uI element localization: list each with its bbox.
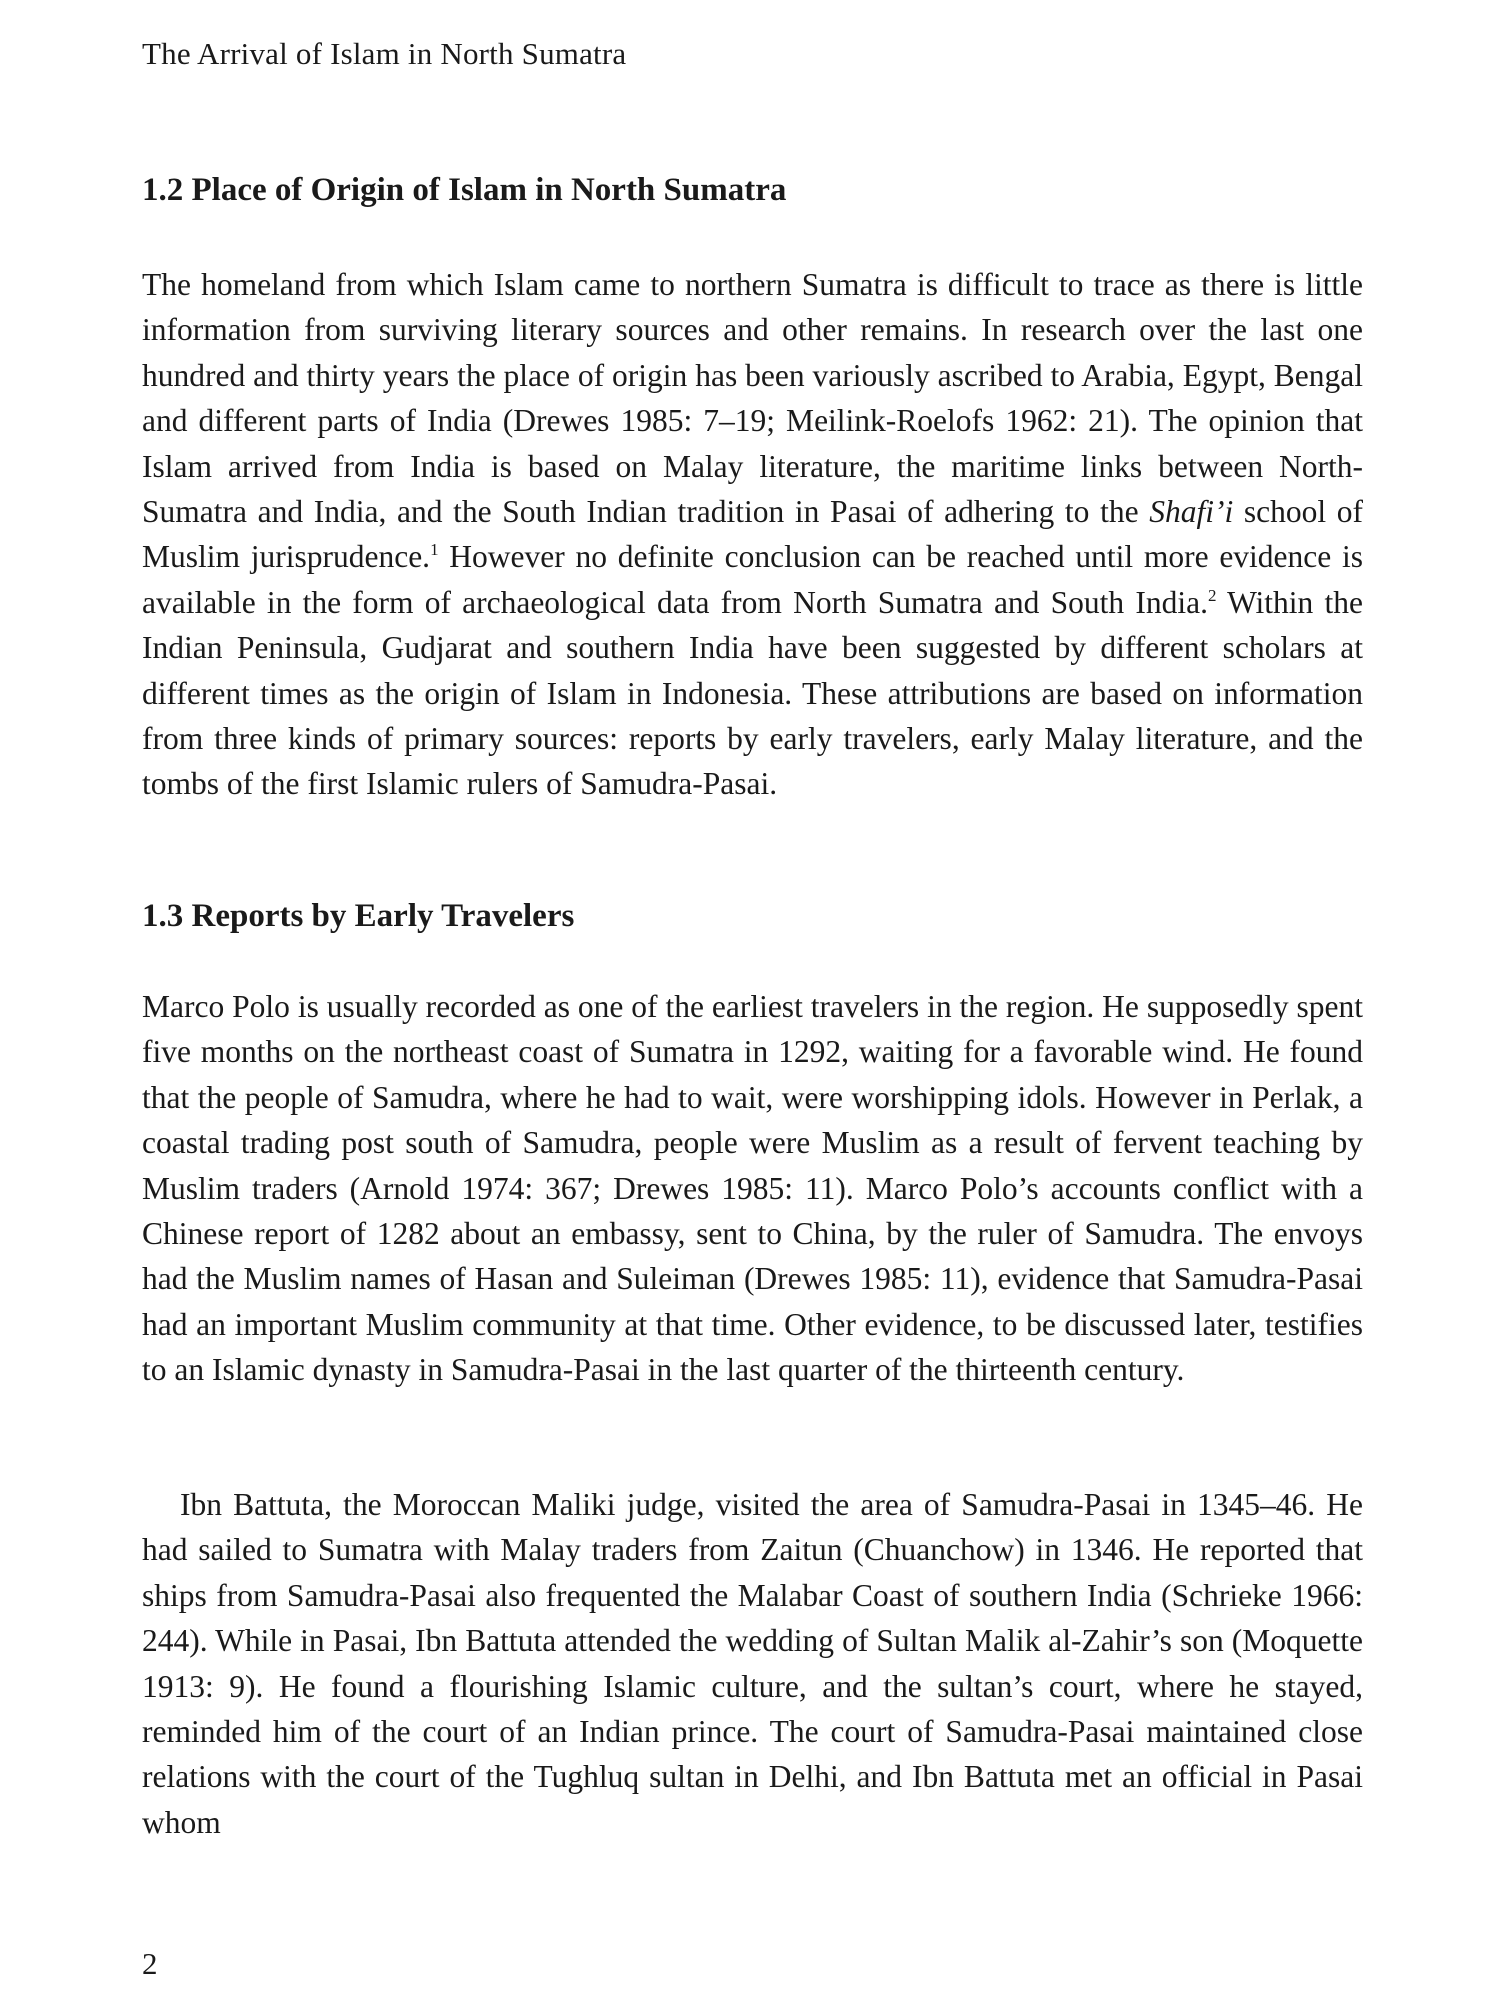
paragraph-text: school of Muslim jurisprudence. (142, 494, 1363, 575)
paragraph-place-of-origin (142, 262, 1363, 807)
paragraph-text: Within the Indian Peninsula, Gudjarat and southern India have been suggested by different scholars at different times as the origin of Islam in Indonesia. These attributions are based on information from three kinds of primary sources: reports by early travelers, early Malay literature, and the tombs of the first Islamic rulers of Samudra-Pasai. (142, 584, 1363, 802)
paragraph-marco-polo: Marco Polo is usually recorded as one of the earliest travelers in the region. He supposedly spent five months on the northeast coast of Sumatra in 1292, waiting for a favorable wind. He found that the people of Samudra, where he had to wait, were worshipping idols. However in Perlak, a coastal trading post south of Samudra, people were Muslim as a result of fervent teaching by Muslim traders (Arnold 1974: 367; Drewes 1985: 11). Marco Polo’s accounts conflict with a Chinese report of 1282 about an embassy, sent to China, by the ruler of Samudra. The envoys had the Muslim names of Hasan and Suleiman (Drewes 1985: 11), evidence that Samudra-Pasai had an important Muslim community at that time. Other evidence, to be discussed later, testifies to an Islamic dynasty in Samudra-Pasai in the last quarter of the thirteenth century. (142, 989, 1363, 1388)
paragraph-ibn-battuta: Ibn Battuta, the Moroccan Maliki judge, visited the area of Samudra-Pasai in 1345–46. He had sailed to Sumatra with Malay traders from Zaitun (Chuanchow) in 1346. He reported that ships from Samudra-Pasai also frequented the Malabar Coast of southern India (Schrieke 1966: 244). While in Pasai, Ibn Battuta attended the wedding of Sultan Malik al-Zahir’s son (Moquette 1913: 9). He found a flourishing Islamic culture, and the sultan’s court, where he stayed, reminded him of the court of an Indian prince. The court of Samudra-Pasai maintained close relations with the court of the Tughluq sultan in Delhi, and Ibn Battuta met an official in Pasai whom (142, 1487, 1363, 1840)
footnote-marker-2: 2 (1207, 585, 1217, 605)
section-heading-1-3: 1.3 Reports by Early Travelers (142, 898, 575, 934)
running-head: The Arrival of Islam in North Sumatra (142, 36, 627, 71)
page-number: 2 (142, 1946, 158, 1981)
section-heading-1-2: 1.2 Place of Origin of Islam in North Sumatra (142, 172, 787, 208)
italic-term-shafii: Shafi’i (1149, 494, 1234, 530)
paragraph-text: However no definite conclusion can be reached until more evidence is available in the form of archaeological data from North Sumatra and South India. (142, 539, 1363, 620)
footnote-marker-1: 1 (430, 540, 439, 560)
paragraph-text: The homeland from which Islam came to northern Sumatra is difficult to trace as there is little information from surviving literary sources and other remains. In research over the last one hundred and thirty years the place of origin has been variously ascribed to Arabia, Egypt, Bengal and different parts of India (Drewes 1985: 7–19; Meilink-Roelofs 1962: 21). The opinion that Islam arrived from India is based on Malay literature, the maritime links between North-Sumatra and India, and the South Indian tradition in Pasai of adhering to the (142, 267, 1363, 530)
